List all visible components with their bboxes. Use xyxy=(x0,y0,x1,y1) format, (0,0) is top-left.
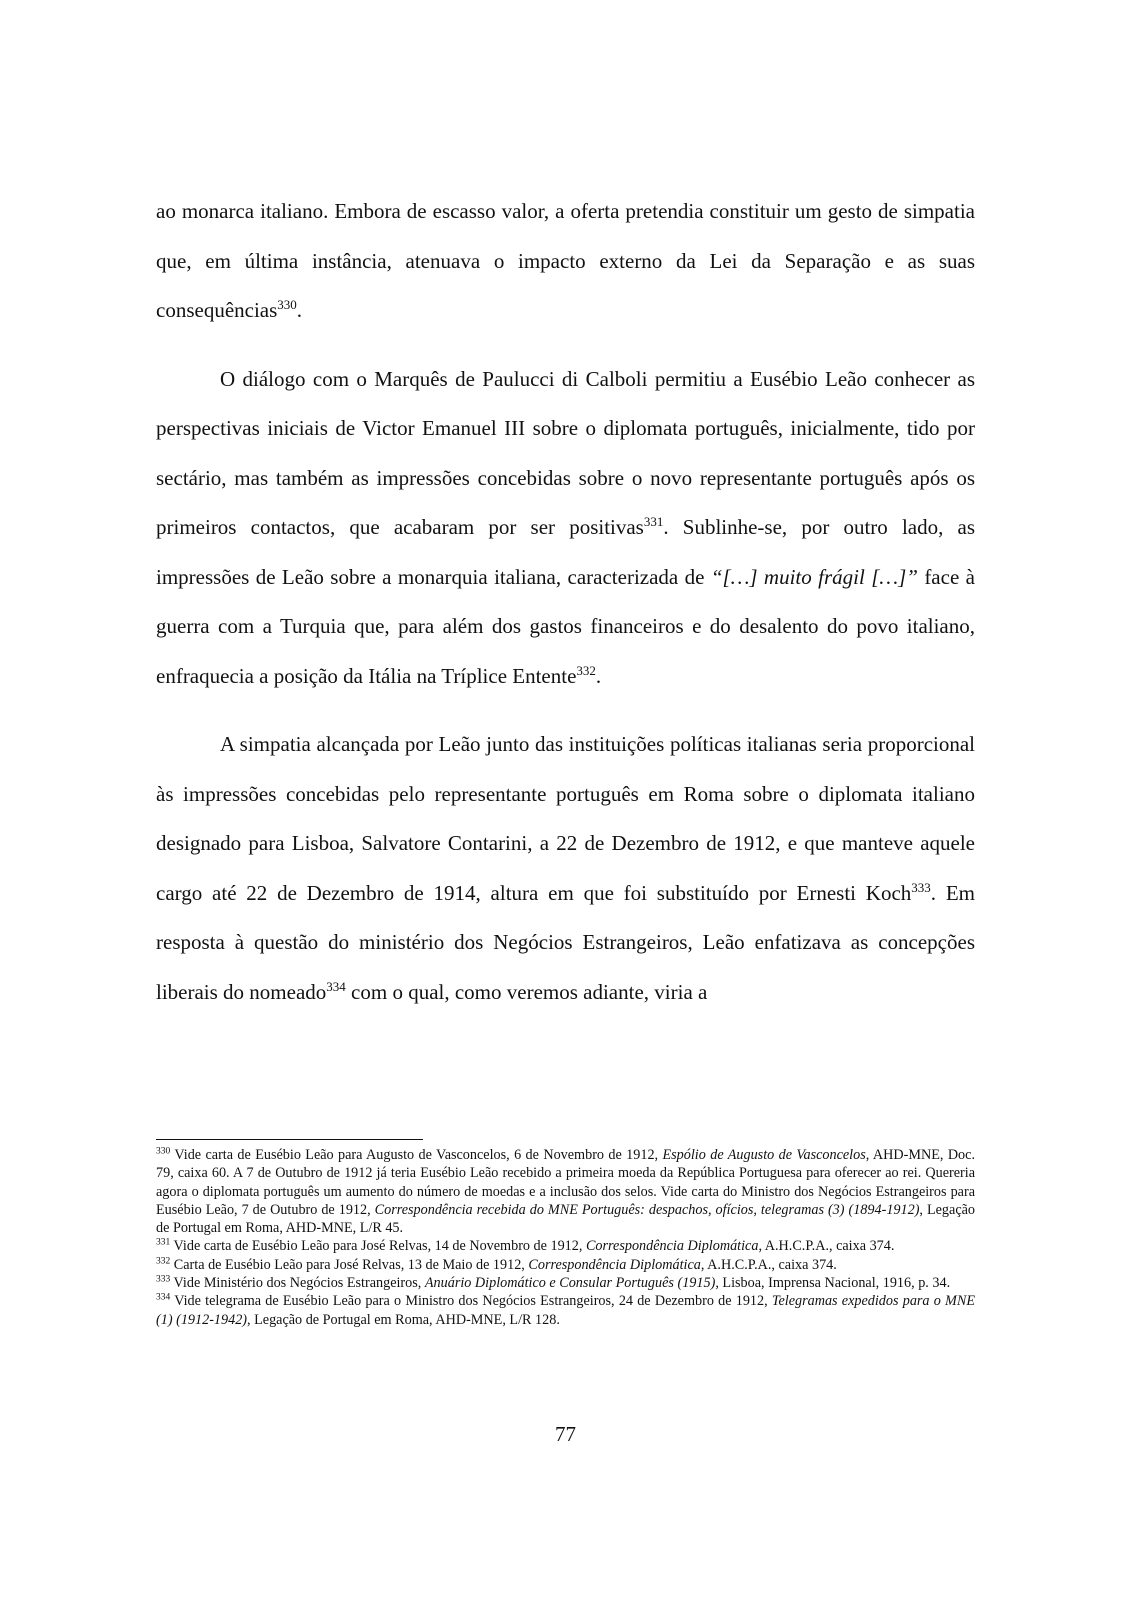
footnote-ref-333: 333 xyxy=(911,879,931,895)
paragraph-text: O diálogo com o Marquês de Paulucci di Calboli permitiu a Eusébio Leão conhecer as perspectivas iniciais de Victor Emanuel III sobre o diplomata português, inicialmente, tido por sectário, mas também as impressões concebidas sobre o novo representante português após os primeiros contactos, que acabaram por ser positivas xyxy=(156,366,975,539)
footnote-title: Anuário Diplomático e Consular Português (1915) xyxy=(424,1275,716,1292)
footnote-text: Vide carta de Eusébio Leão para José Relvas, 14 de Novembro de 1912, xyxy=(170,1238,586,1255)
footnote-title: Correspondência Diplomática xyxy=(585,1238,759,1255)
footnote-title: Correspondência recebida do MNE Português: despachos, ofícios, telegramas (3) (1894-1912) xyxy=(374,1201,920,1218)
footnote-332 xyxy=(156,1256,975,1274)
paragraph-1 xyxy=(156,187,975,336)
footnote-333 xyxy=(156,1274,975,1292)
paragraph-text: face à guerra com a Turquia que, para além dos gastos financeiros e do desalento do povo italiano, enfraquecia a posição da Itália na Tríplice Entente xyxy=(156,564,975,688)
footnote-separator xyxy=(156,1139,423,1140)
paragraph-text: . xyxy=(595,663,602,688)
footnote-number: 333 xyxy=(156,1274,171,1285)
page-number: 77 xyxy=(555,1422,576,1446)
footnote-number: 334 xyxy=(156,1292,171,1303)
footnote-ref-330: 330 xyxy=(277,297,297,312)
footnote-text: , AHD-MNE, Doc. 79, caixa 60. A 7 de Outubro de 1912 já teria Eusébio Leão recebido a primeira moeda da República Portuguesa para oferecer ao rei. Quereria agora o diplomata português um aumento do número de moedas e a inclusão dos selos. Vide carta do Ministro dos Negócios Estrangeiros para Eusébio Leão, 7 de Outubro de 1912, xyxy=(156,1147,975,1218)
footnote-number: 332 xyxy=(156,1256,171,1267)
footnote-ref-332: 332 xyxy=(576,662,596,678)
footnote-text: Vide telegrama de Eusébio Leão para o Ministro dos Negócios Estrangeiros, 24 de Dezembro de 1912, xyxy=(170,1293,772,1310)
paragraph-text: A simpatia alcançada por Leão junto das instituições políticas italianas seria proporcional às impressões concebidas pelo representante português em Roma sobre o diplomata italiano designado para Lisboa, Salvatore Contarini, a 22 de Dezembro de 1912, e que manteve aquele cargo até 22 de Dezembro de 1914, altura em que foi substituído por Ernesti Koch xyxy=(156,732,975,905)
footnote-ref-331: 331 xyxy=(643,514,664,529)
paragraph-text: . Sublinhe-se, por outro lado, as impressões de Leão sobre a monarquia italiana, caracterizada de xyxy=(156,515,976,589)
paragraph-text: com o qual, como veremos adiante, viria a xyxy=(345,979,708,1004)
footnote-text: , Lisboa, Imprensa Nacional, 1916, p. 34. xyxy=(715,1275,951,1292)
footnote-number: 331 xyxy=(156,1237,171,1248)
footnote-title: Espólio de Augusto de Vasconcelos xyxy=(662,1147,866,1163)
footnote-text: , A.H.C.P.A., caixa 374. xyxy=(700,1256,837,1273)
footnote-331 xyxy=(156,1237,975,1255)
paragraph-2 xyxy=(156,355,975,702)
footnote-330 xyxy=(156,1146,975,1237)
body-text xyxy=(156,187,975,1017)
footnote-text: , Legação de Portugal em Roma, AHD-MNE, L/R 128. xyxy=(247,1311,560,1328)
quotation: “[…] muito frágil […]” xyxy=(710,564,918,589)
footnote-text: Vide Ministério dos Negócios Estrangeiros, xyxy=(170,1275,425,1292)
footnote-text: Carta de Eusébio Leão para José Relvas, 13 de Maio de 1912, xyxy=(170,1256,529,1273)
paragraph-text: . xyxy=(296,298,303,322)
footnotes xyxy=(156,1146,975,1329)
footnote-334 xyxy=(156,1292,975,1329)
footnote-text: , Legação de Portugal em Roma, AHD-MNE, L/R 45. xyxy=(156,1201,976,1237)
footnote-ref-334: 334 xyxy=(326,978,346,994)
footnote-text: , A.H.C.P.A., caixa 374. xyxy=(758,1238,895,1255)
paragraph-text: ao monarca italiano. Embora de escasso valor, a oferta pretendia constituir um gesto de simpatia que, em última instância, atenuava o impacto externo da Lei da Separação e as suas consequências xyxy=(156,199,975,322)
paragraph-3 xyxy=(156,720,975,1017)
footnote-title: Correspondência Diplomática xyxy=(528,1256,701,1273)
footnote-number: 330 xyxy=(156,1146,171,1157)
paragraph-text: . Em resposta à questão do ministério dos Negócios Estrangeiros, Leão enfatizava as concepções liberais do nomeado xyxy=(156,880,975,1004)
footnote-title: Telegramas expedidos para o MNE (1) (1912-1942) xyxy=(156,1293,976,1328)
footnote-text: Vide carta de Eusébio Leão para Augusto de Vasconcelos, 6 de Novembro de 1912, xyxy=(170,1147,663,1163)
